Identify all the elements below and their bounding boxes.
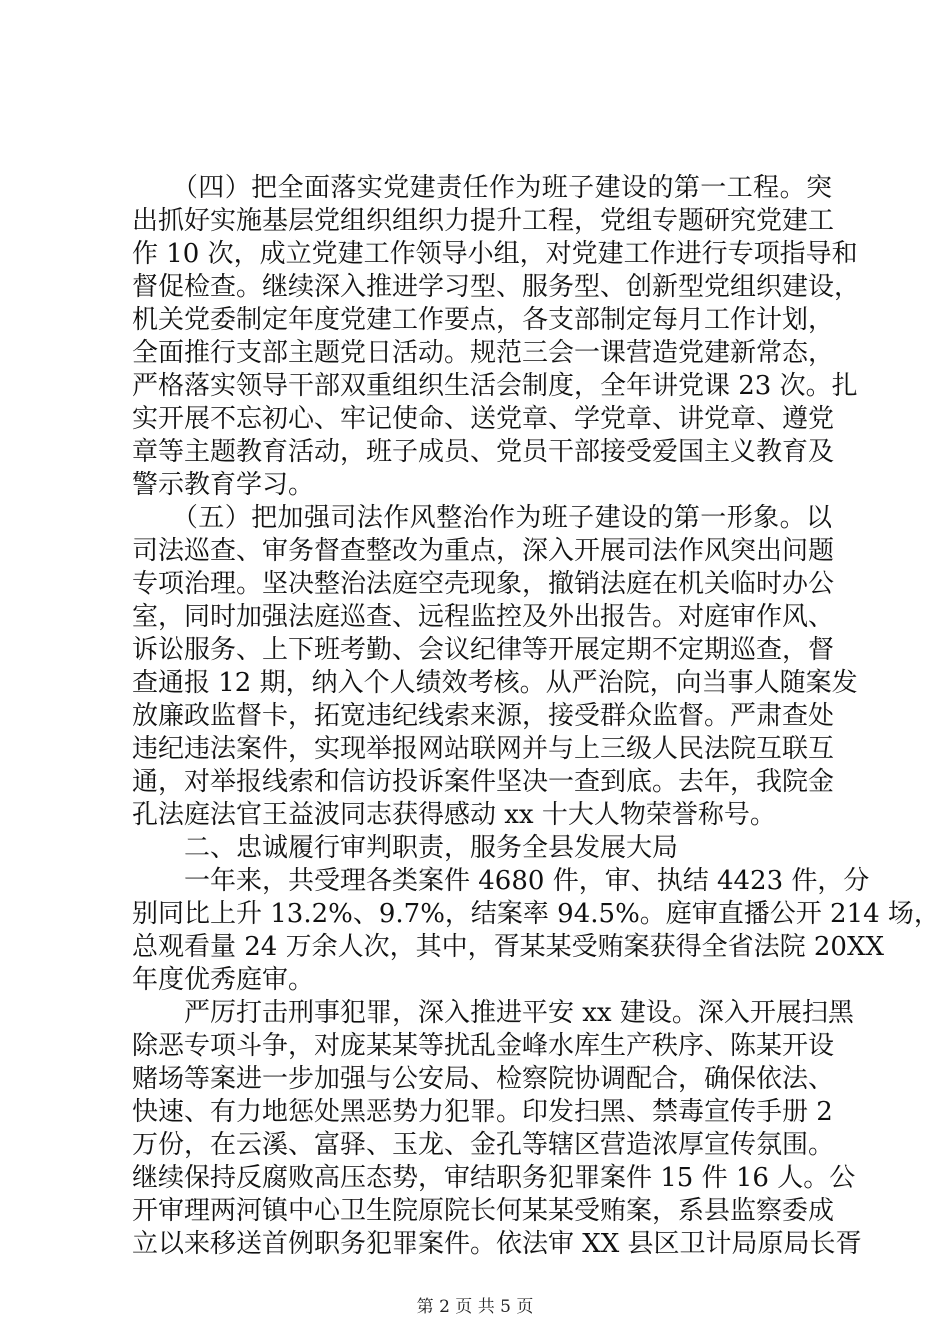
text-line: 快速、有力地惩处黑恶势力犯罪。印发扫黑、禁毒宣传手册 2 xyxy=(132,1097,833,1127)
section-heading: 二、忠诚履行审判职责，服务全县发展大局 xyxy=(132,833,679,863)
text-line: 司法巡查、审务督查整改为重点，深入开展司法作风突出问题 xyxy=(132,536,835,566)
text-line: （四）把全面落实党建责任作为班子建设的第一工程。突 xyxy=(132,173,832,203)
text-line: 诉讼服务、上下班考勤、会议纪律等开展定期不定期巡查，督 xyxy=(132,635,835,665)
text-line: 作 10 次，成立党建工作领导小组，对党建工作进行专项指导和 xyxy=(132,239,858,269)
text-line: 机关党委制定年度党建工作要点，各支部制定每月工作计划， xyxy=(132,305,835,335)
text-line: 立以来移送首例职务犯罪案件。依法审 XX 县区卫计局原局长胥 xyxy=(132,1229,862,1259)
text-line: 通，对举报线索和信访投诉案件坚决一查到底。去年，我院金 xyxy=(132,767,835,797)
text-line: 督促检查。继续深入推进学习型、服务型、创新型党组织建设， xyxy=(132,272,861,302)
text-line: 继续保持反腐败高压态势，审结职务犯罪案件 15 件 16 人。公 xyxy=(132,1163,856,1193)
text-line: 实开展不忘初心、牢记使命、送党章、学党章、讲党章、遵党 xyxy=(132,404,835,434)
text-line: 严厉打击刑事犯罪，深入推进平安 xx 建设。深入开展扫黑 xyxy=(132,998,854,1028)
text-line: 查通报 12 期，纳入个人绩效考核。从严治院，向当事人随案发 xyxy=(132,668,858,698)
text-line: 年度优秀庭审。 xyxy=(132,965,315,995)
text-line: 一年来，共受理各类案件 4680 件，审、执结 4423 件，分 xyxy=(132,866,870,896)
text-line: 孔法庭法官王益波同志获得感动 xx 十大人物荣誉称号。 xyxy=(132,800,776,830)
page-number-label: 第 2 页 共 5 页 xyxy=(416,1297,534,1317)
text-line: 除恶专项斗争，对庞某某等扰乱金峰水库生产秩序、陈某开设 xyxy=(132,1031,835,1061)
text-line: 放廉政监督卡，拓宽违纪线索来源，接受群众监督。严肃查处 xyxy=(132,701,835,731)
text-line: 章等主题教育活动，班子成员、党员干部接受爱国主义教育及 xyxy=(132,437,835,467)
text-line: 专项治理。坚决整治法庭空壳现象，撤销法庭在机关临时办公 xyxy=(132,569,835,599)
page-footer xyxy=(0,1296,950,1318)
text-line: 开审理两河镇中心卫生院原院长何某某受贿案，系县监察委成 xyxy=(132,1196,835,1226)
text-line: 警示教育学习。 xyxy=(132,470,315,500)
text-line: 赌场等案进一步加强与公安局、检察院协调配合，确保依法、 xyxy=(132,1064,835,1094)
text-line: 总观看量 24 万余人次，其中，胥某某受贿案获得全省法院 20XX xyxy=(132,932,884,962)
text-line: 严格落实领导干部双重组织生活会制度，全年讲党课 23 次。扎 xyxy=(132,371,858,401)
text-line: 别同比上升 13.2%、9.7%，结案率 94.5%。庭审直播公开 214 场， xyxy=(132,899,940,929)
text-line: 违纪违法案件，实现举报网站联网并与上三级人民法院互联互 xyxy=(132,734,835,764)
text-line: 室，同时加强法庭巡查、远程监控及外出报告。对庭审作风、 xyxy=(132,602,835,632)
document-body xyxy=(132,172,940,1261)
text-line: （五）把加强司法作风整治作为班子建设的第一形象。以 xyxy=(132,503,832,533)
text-line: 出抓好实施基层党组织组织力提升工程，党组专题研究党建工 xyxy=(132,206,835,236)
text-line: 全面推行支部主题党日活动。规范三会一课营造党建新常态， xyxy=(132,338,835,368)
text-line: 万份，在云溪、富驿、玉龙、金孔等辖区营造浓厚宣传氛围。 xyxy=(132,1130,835,1160)
